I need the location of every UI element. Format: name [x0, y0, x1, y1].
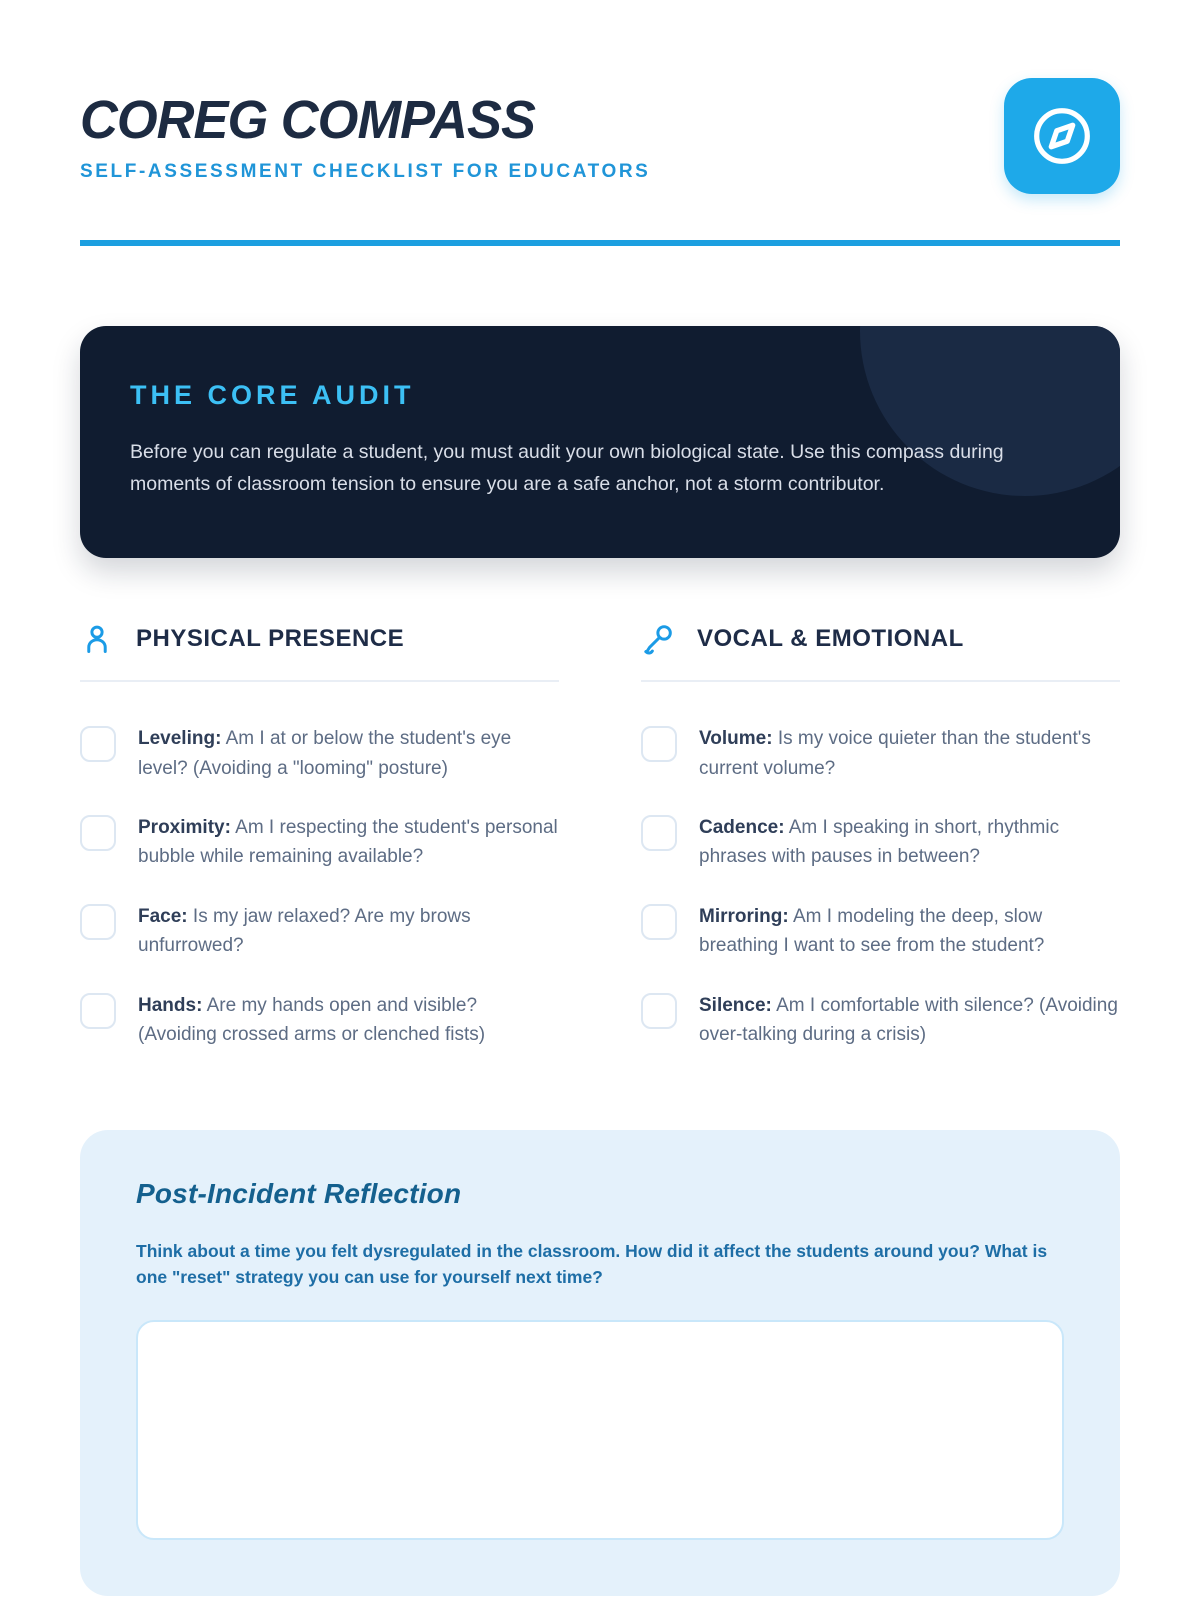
checklist: [641, 724, 1120, 1050]
item-label: Proximity:: [138, 817, 231, 839]
checkbox[interactable]: [641, 904, 677, 940]
user-icon: [80, 622, 114, 656]
item-text: [699, 724, 1120, 783]
intro-card-body: Before you can regulate a student, you must audit your own biological state. Use this compass during moments of classroom tension to ensure you are a safe anchor, not a storm contributor.: [130, 441, 1004, 495]
item-body: Am I at or below the student's eye level? (Avoiding a "looming" posture): [138, 728, 512, 779]
checklist-item: [80, 902, 559, 961]
microphone-icon: [641, 622, 675, 656]
checkbox[interactable]: [641, 726, 677, 762]
page-title: COREG COMPASS: [80, 90, 535, 150]
header-divider: [80, 240, 1120, 246]
section-head-vocal: [641, 622, 1120, 682]
checkbox[interactable]: [80, 815, 116, 851]
checklist-item: [80, 813, 559, 872]
item-label: Volume:: [699, 728, 773, 750]
header-text: [80, 78, 650, 183]
item-body: Am I speaking in short, rhythmic phrases with pauses in between?: [699, 817, 1060, 868]
item-body: Am I modeling the deep, slow breathing I want to see from the student?: [699, 905, 1045, 957]
checkbox[interactable]: [80, 993, 116, 1029]
item-label: Leveling:: [138, 728, 222, 750]
item-body: Am I respecting the student's personal bubble while remaining available?: [138, 817, 558, 868]
section-physical-presence: [80, 622, 559, 1050]
checklist-item: [80, 991, 559, 1050]
item-label: Silence:: [699, 994, 772, 1016]
item-body: Is my jaw relaxed? Are my brows unfurrowed?: [138, 905, 471, 957]
checklist-sections: [80, 622, 1120, 1050]
logo-tile: [1004, 78, 1120, 194]
item-label: Mirroring:: [699, 905, 789, 927]
checklist-item: [641, 724, 1120, 783]
checklist-item: [641, 902, 1120, 961]
item-label: Hands:: [138, 994, 203, 1016]
item-text: [699, 902, 1120, 961]
page-subtitle: SELF-ASSESSMENT CHECKLIST FOR EDUCATORS: [80, 160, 651, 182]
section-head-physical: [80, 622, 559, 682]
checkbox[interactable]: [80, 726, 116, 762]
section-vocal-emotional: [641, 622, 1120, 1050]
intro-card: [80, 326, 1120, 558]
item-text: [138, 902, 559, 961]
checklist-item: [641, 813, 1120, 872]
checklist-item: [641, 991, 1120, 1050]
header: [80, 78, 1120, 194]
compass-icon: [1029, 103, 1095, 169]
item-text: [138, 724, 559, 783]
item-text: [699, 813, 1120, 872]
checklist: [80, 724, 559, 1050]
item-body: Is my voice quieter than the student's current volume?: [699, 728, 1091, 779]
reflection-title: Post-Incident Reflection: [136, 1177, 462, 1209]
section-title: VOCAL & EMOTIONAL: [697, 625, 964, 653]
item-text: [699, 991, 1120, 1050]
reflection-card: [80, 1130, 1120, 1597]
item-body: Am I comfortable with silence? (Avoiding over-talking during a crisis): [699, 994, 1118, 1046]
checkbox[interactable]: [80, 904, 116, 940]
item-body: Are my hands open and visible? (Avoiding crossed arms or clenched fists): [138, 994, 486, 1046]
section-title: PHYSICAL PRESENCE: [136, 625, 405, 653]
checkbox[interactable]: [641, 815, 677, 851]
reflection-textarea[interactable]: [136, 1320, 1064, 1540]
item-text: [138, 813, 559, 872]
item-label: Face:: [138, 905, 188, 927]
reflection-prompt: Think about a time you felt dysregulated in the classroom. How did it affect the students around you? What is one "reset" strategy you can use for yourself next time?: [136, 1240, 1048, 1287]
item-label: Cadence:: [699, 817, 785, 839]
checkbox[interactable]: [641, 993, 677, 1029]
intro-card-title: THE CORE AUDIT: [130, 380, 415, 410]
item-text: [138, 991, 559, 1050]
checklist-item: [80, 724, 559, 783]
